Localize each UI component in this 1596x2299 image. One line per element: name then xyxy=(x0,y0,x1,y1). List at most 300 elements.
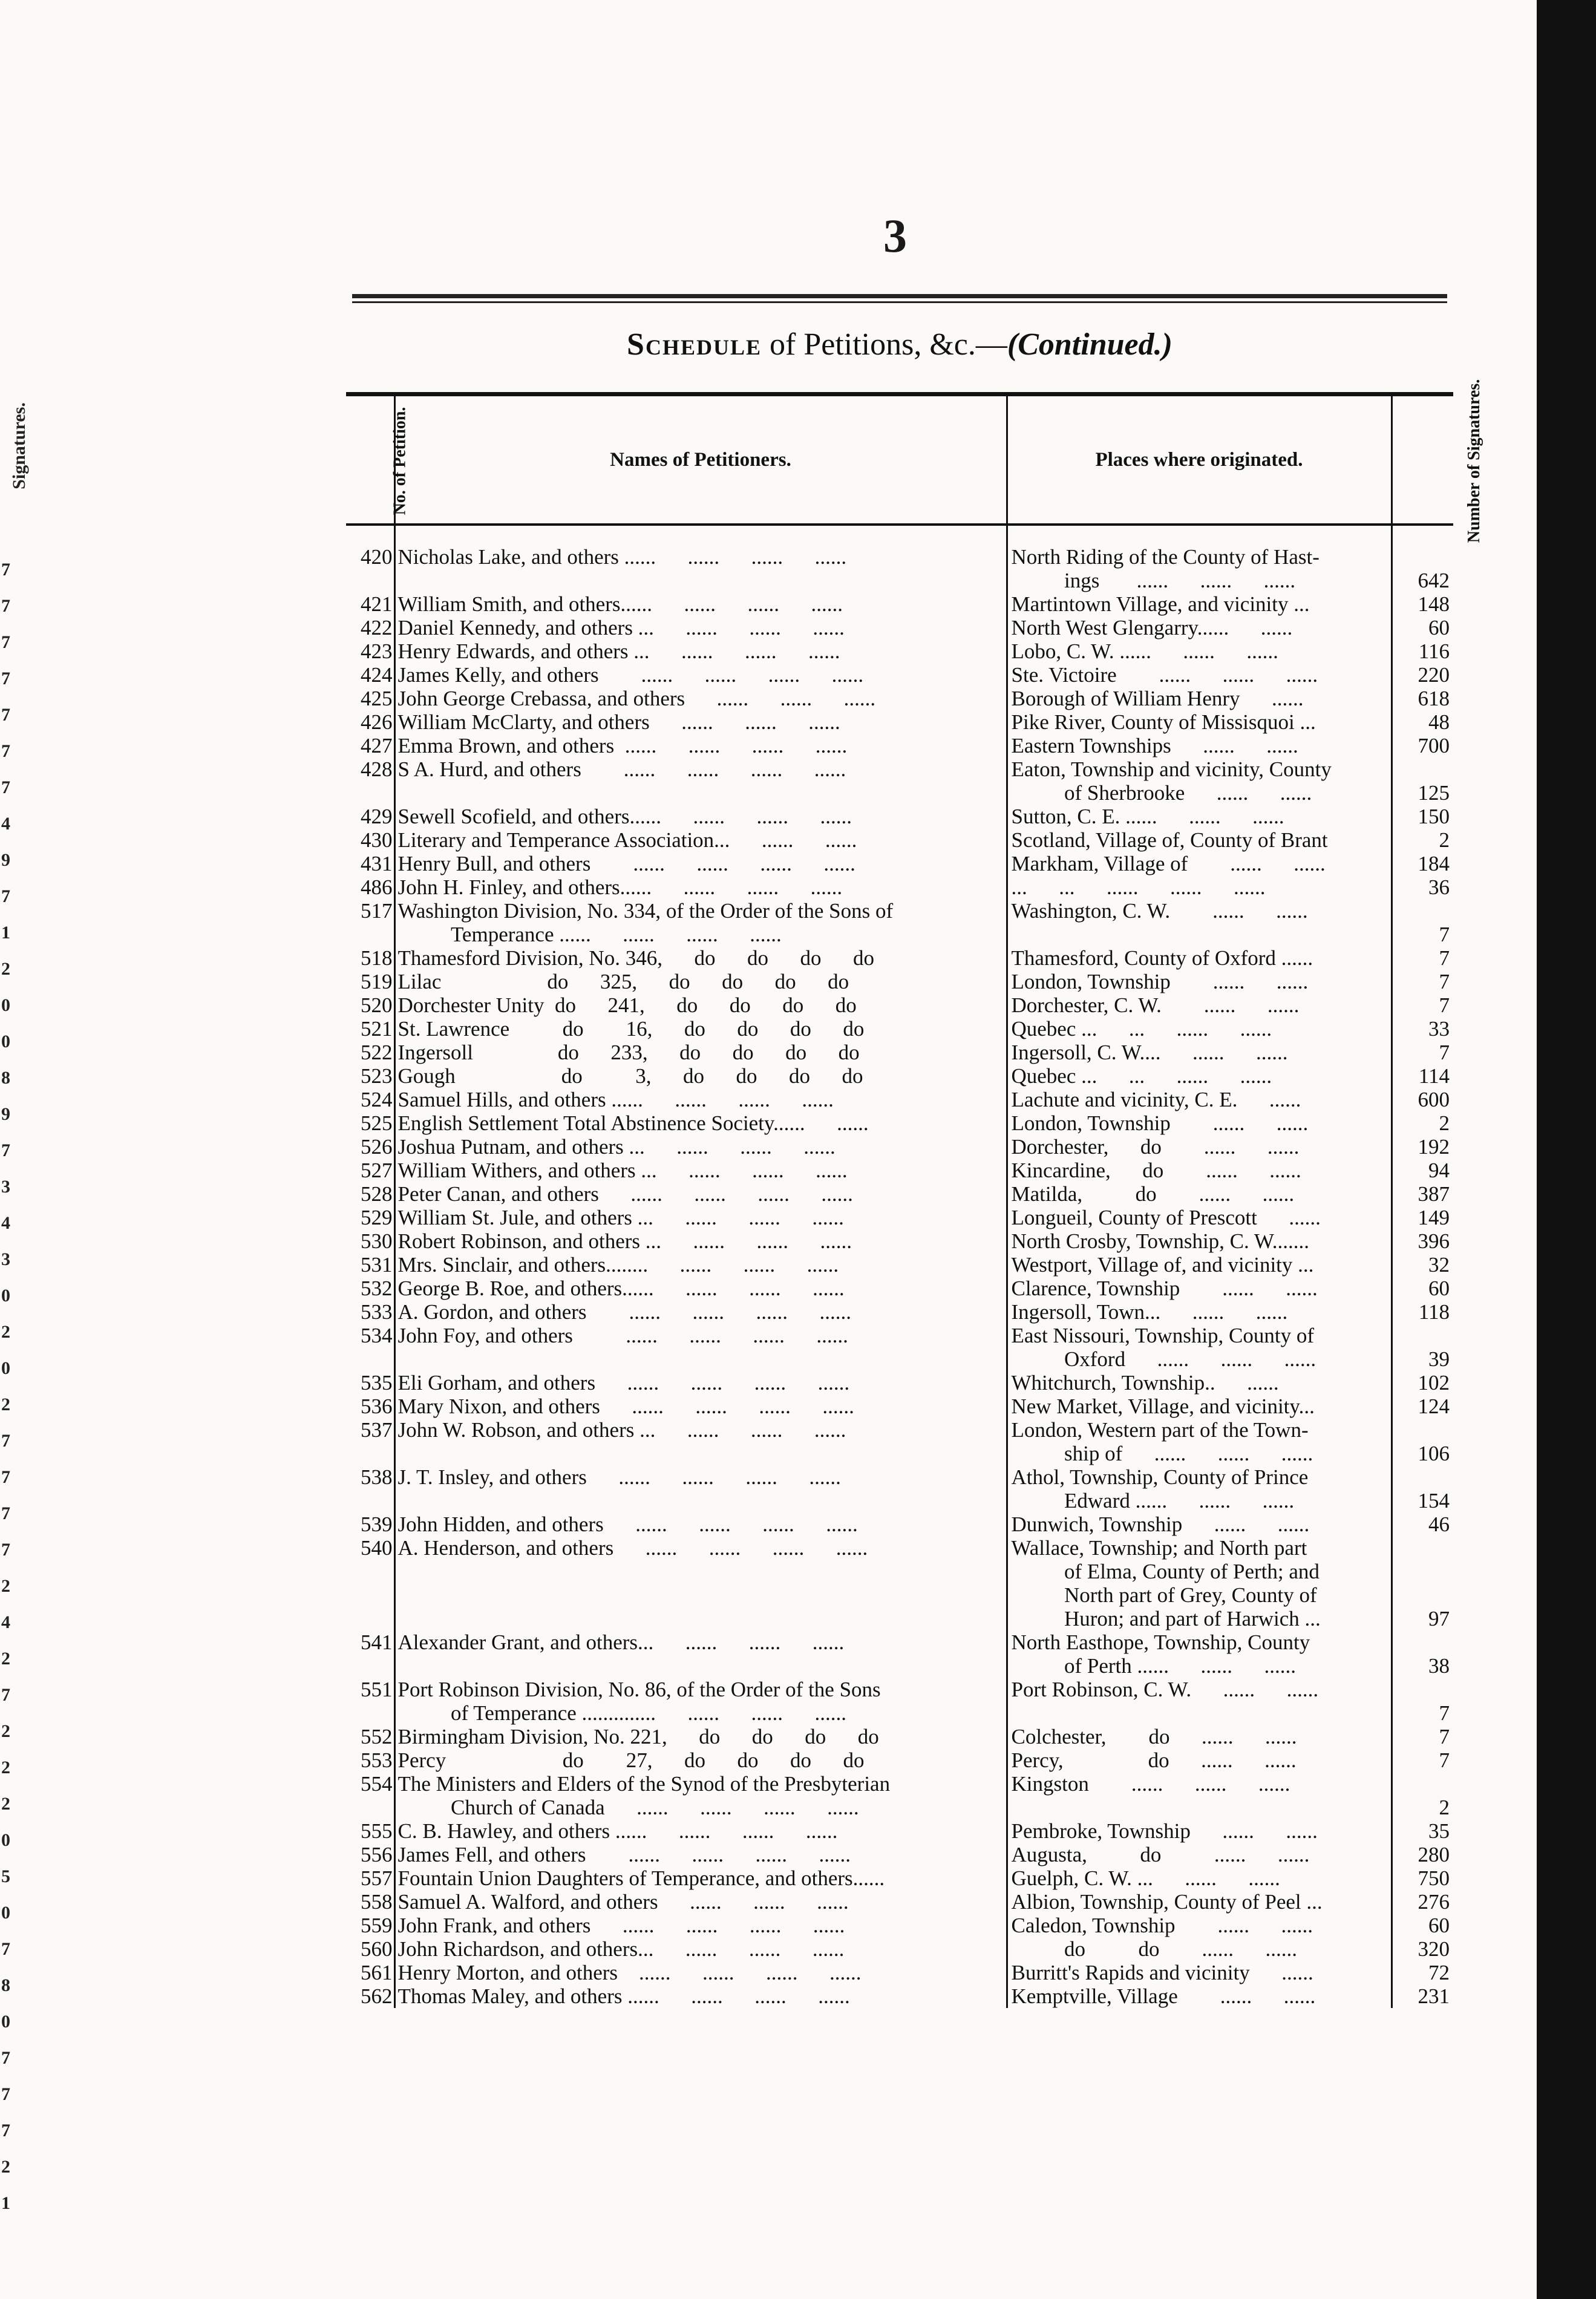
petitioner-name: Percy do 27, do do do do xyxy=(394,1748,1007,1772)
place-originated: Wallace, Township; and North part of Elma, County of Perth; and North part of Grey, County of Huron; and part of Harwich ... xyxy=(1007,1536,1392,1630)
petitioner-name: James Kelly, and others ...... ...... ...... ...... xyxy=(394,663,1007,687)
petitioner-name: John H. Finley, and others...... ...... ...... ...... xyxy=(394,875,1007,899)
petition-number: 562 xyxy=(361,1984,393,2008)
place-originated: Martintown Village, and vicinity ... xyxy=(1007,592,1392,616)
signature-count: 36 xyxy=(1392,875,1453,899)
petitioner-name: S A. Hurd, and others ...... ...... ...... ...... xyxy=(394,757,1007,805)
signature-count: 72 xyxy=(1392,1961,1453,1984)
place-originated: Markham, Village of ...... ...... xyxy=(1007,852,1392,875)
petitioner-name: John George Crebassa, and others ...... ...... ...... xyxy=(394,687,1007,710)
signature-count: 642 xyxy=(1392,545,1453,592)
margin-digit: 7 xyxy=(1,1540,10,1560)
header-names: Names of Petitioners. xyxy=(394,394,1007,525)
petition-number: 428 xyxy=(361,757,393,781)
margin-digit: 7 xyxy=(1,2121,10,2140)
place-originated: Matilda, do ...... ...... xyxy=(1007,1182,1392,1206)
signature-count: 33 xyxy=(1392,1017,1453,1041)
table-row xyxy=(346,1253,1453,1277)
margin-digit: 7 xyxy=(1,886,10,906)
petitioner-name: Thamesford Division, No. 346, do do do do xyxy=(394,946,1007,970)
petition-number: 555 xyxy=(361,1819,393,1843)
place-originated: London, Township ...... ...... xyxy=(1007,1111,1392,1135)
petition-number: 523 xyxy=(361,1064,393,1088)
place-originated: Kingston ...... ...... ...... xyxy=(1007,1772,1392,1819)
place-originated: North Riding of the County of Hast- ings ...... ...... ...... xyxy=(1007,545,1392,592)
table-row xyxy=(346,828,1453,852)
petition-number: 530 xyxy=(361,1229,393,1253)
petitioner-name: A. Gordon, and others ...... ...... ...... ...... xyxy=(394,1300,1007,1324)
table-row xyxy=(346,970,1453,993)
petitioner-name: Literary and Temperance Association... ...... ...... xyxy=(394,828,1007,852)
margin-digit: 7 xyxy=(1,777,10,797)
place-originated: Port Robinson, C. W. ...... ...... xyxy=(1007,1678,1392,1725)
table-row xyxy=(346,1041,1453,1064)
place-originated: Quebec ... ... ...... ...... xyxy=(1007,1064,1392,1088)
margin-digit: 4 xyxy=(1,1213,10,1233)
signature-count: 118 xyxy=(1392,1300,1453,1324)
petition-number: 535 xyxy=(361,1371,393,1395)
petition-number: 536 xyxy=(361,1395,393,1418)
petition-number: 531 xyxy=(361,1253,393,1277)
place-originated: Lobo, C. W. ...... ...... ...... xyxy=(1007,639,1392,663)
table-row xyxy=(346,663,1453,687)
margin-digit: 2 xyxy=(1,2157,10,2177)
petitioner-name: Ingersoll do 233, do do do do xyxy=(394,1041,1007,1064)
place-originated: Scotland, Village of, County of Brant xyxy=(1007,828,1392,852)
margin-digit: 0 xyxy=(1,1830,10,1850)
place-originated: New Market, Village, and vicinity... xyxy=(1007,1395,1392,1418)
place-originated: Eastern Townships ...... ...... xyxy=(1007,734,1392,757)
place-originated: do do ...... ...... xyxy=(1007,1937,1392,1961)
place-originated: Borough of William Henry ...... xyxy=(1007,687,1392,710)
table-row xyxy=(346,1064,1453,1088)
place-originated: North Crosby, Township, C. W....... xyxy=(1007,1229,1392,1253)
signature-count: 124 xyxy=(1392,1395,1453,1418)
place-originated: Percy, do ...... ...... xyxy=(1007,1748,1392,1772)
table-row xyxy=(346,1937,1453,1961)
margin-digit: 3 xyxy=(1,1177,10,1197)
margin-digit: 7 xyxy=(1,1467,10,1487)
margin-digit: 4 xyxy=(1,814,10,834)
petition-number: 424 xyxy=(361,663,393,687)
margin-digit: 8 xyxy=(1,1975,10,1995)
header-no: No. of Petition. xyxy=(346,394,394,525)
table-header-row xyxy=(346,394,1453,525)
petition-number: 422 xyxy=(361,616,393,639)
signature-count: 2 xyxy=(1392,828,1453,852)
table-row xyxy=(346,1229,1453,1253)
petition-number: 540 xyxy=(361,1536,393,1560)
top-rule xyxy=(352,294,1447,298)
signature-count: 60 xyxy=(1392,616,1453,639)
petition-number: 528 xyxy=(361,1182,393,1206)
title-middle: of Petitions, &c.— xyxy=(762,327,1007,362)
margin-digit: 7 xyxy=(1,1140,10,1160)
table-row xyxy=(346,1630,1453,1678)
previous-page-margin xyxy=(0,0,29,2299)
margin-digit: 7 xyxy=(1,1431,10,1451)
signature-count: 149 xyxy=(1392,1206,1453,1229)
table-row xyxy=(346,1512,1453,1536)
table-row xyxy=(346,946,1453,970)
title-schedule-word: Schedule xyxy=(627,327,762,362)
margin-digit: 1 xyxy=(1,2193,10,2213)
table-row xyxy=(346,1843,1453,1866)
place-originated: Washington, C. W. ...... ...... xyxy=(1007,899,1392,946)
petitioner-name: William St. Jule, and others ... ...... ...... ...... xyxy=(394,1206,1007,1229)
margin-digit: 0 xyxy=(1,1903,10,1923)
signature-count: 125 xyxy=(1392,757,1453,805)
table-row xyxy=(346,852,1453,875)
petition-number: 420 xyxy=(361,545,393,569)
petitioner-name: Thomas Maley, and others ...... ...... ...... ...... xyxy=(394,1984,1007,2008)
petitioner-name: Sewell Scofield, and others...... ...... ...... ...... xyxy=(394,805,1007,828)
place-originated: Kemptville, Village ...... ...... xyxy=(1007,1984,1392,2008)
signature-count: 60 xyxy=(1392,1277,1453,1300)
petition-number: 486 xyxy=(361,875,393,899)
petitioner-name: Daniel Kennedy, and others ... ...... ...... ...... xyxy=(394,616,1007,639)
table-row xyxy=(346,592,1453,616)
table-row xyxy=(346,757,1453,805)
table-row xyxy=(346,1300,1453,1324)
petition-number: 551 xyxy=(361,1678,393,1701)
petition-number: 423 xyxy=(361,639,393,663)
signature-count: 7 xyxy=(1392,1041,1453,1064)
petition-number: 518 xyxy=(361,946,393,970)
table-row xyxy=(346,1984,1453,2008)
place-originated: Burritt's Rapids and vicinity ...... xyxy=(1007,1961,1392,1984)
table-row xyxy=(346,1418,1453,1465)
signature-count: 396 xyxy=(1392,1229,1453,1253)
signature-count: 2 xyxy=(1392,1772,1453,1819)
table-row xyxy=(346,875,1453,899)
petitioner-name: Gough do 3, do do do do xyxy=(394,1064,1007,1088)
petitioner-name: Fountain Union Daughters of Temperance, and others...... xyxy=(394,1866,1007,1890)
margin-digit: 7 xyxy=(1,741,10,761)
signature-count: 184 xyxy=(1392,852,1453,875)
margin-digit: 2 xyxy=(1,1395,10,1414)
place-originated: Whitchurch, Township.. ...... xyxy=(1007,1371,1392,1395)
header-places: Places where originated. xyxy=(1007,394,1392,525)
petitioner-name: Port Robinson Division, No. 86, of the Order of the Sons of Temperance .............. ...... ...... ...... xyxy=(394,1678,1007,1725)
petition-number: 527 xyxy=(361,1159,393,1182)
petition-number: 430 xyxy=(361,828,393,852)
margin-digit: 2 xyxy=(1,1649,10,1669)
signature-count: 106 xyxy=(1392,1418,1453,1465)
petitioner-name: Samuel A. Walford, and others ...... ...... ...... xyxy=(394,1890,1007,1914)
margin-digit: 2 xyxy=(1,1794,10,1814)
signature-count: 750 xyxy=(1392,1866,1453,1890)
place-originated: Lachute and vicinity, C. E. ...... xyxy=(1007,1088,1392,1111)
place-originated: Augusta, do ...... ...... xyxy=(1007,1843,1392,1866)
petition-number: 541 xyxy=(361,1630,393,1654)
petition-number: 560 xyxy=(361,1937,393,1961)
schedule-title xyxy=(352,327,1447,362)
signature-count: 7 xyxy=(1392,946,1453,970)
petition-number: 517 xyxy=(361,899,393,923)
margin-digit: 0 xyxy=(1,1358,10,1378)
margin-digit: 2 xyxy=(1,1758,10,1777)
table-row xyxy=(346,1819,1453,1843)
table-row xyxy=(346,899,1453,946)
place-originated: Albion, Township, County of Peel ... xyxy=(1007,1890,1392,1914)
margin-digit: 9 xyxy=(1,850,10,870)
table-row xyxy=(346,1914,1453,1937)
margin-digit: 7 xyxy=(1,560,10,580)
petitioner-name: Washington Division, No. 334, of the Order of the Sons of Temperance ...... ...... ...... ...... xyxy=(394,899,1007,946)
place-originated: Athol, Township, County of Prince Edward ...... ...... ...... xyxy=(1007,1465,1392,1512)
signature-count: 7 xyxy=(1392,1725,1453,1748)
title-continued: (Continued.) xyxy=(1007,327,1172,362)
table-row xyxy=(346,687,1453,710)
petition-number: 525 xyxy=(361,1111,393,1135)
table-row xyxy=(346,616,1453,639)
margin-digit: 7 xyxy=(1,1503,10,1523)
table-row xyxy=(346,734,1453,757)
signature-count: 276 xyxy=(1392,1890,1453,1914)
signature-count: 387 xyxy=(1392,1182,1453,1206)
margin-digit: 3 xyxy=(1,1249,10,1269)
signature-count: 94 xyxy=(1392,1159,1453,1182)
place-originated: Clarence, Township ...... ...... xyxy=(1007,1277,1392,1300)
table-row xyxy=(346,1748,1453,1772)
place-originated: Eaton, Township and vicinity, County of Sherbrooke ...... ...... xyxy=(1007,757,1392,805)
petitioner-name: Emma Brown, and others ...... ...... ...... ...... xyxy=(394,734,1007,757)
place-originated: Dunwich, Township ...... ...... xyxy=(1007,1512,1392,1536)
top-rule-thin xyxy=(352,301,1447,303)
petitioner-name: William McClarty, and others ...... ...... ...... xyxy=(394,710,1007,734)
petitioner-name: Birmingham Division, No. 221, do do do do xyxy=(394,1725,1007,1748)
table-row xyxy=(346,639,1453,663)
signature-count: 280 xyxy=(1392,1843,1453,1866)
signature-count: 35 xyxy=(1392,1819,1453,1843)
table-row xyxy=(346,710,1453,734)
petitioner-name: Henry Morton, and others ...... ...... ...... ...... xyxy=(394,1961,1007,1984)
place-originated: Dorchester, C. W. ...... ...... xyxy=(1007,993,1392,1017)
petition-number: 537 xyxy=(361,1418,393,1442)
petitioner-name: William Withers, and others ... ...... ...... ...... xyxy=(394,1159,1007,1182)
signature-count: 114 xyxy=(1392,1064,1453,1088)
table-row xyxy=(346,545,1453,592)
table-spacer-row xyxy=(346,525,1453,545)
signature-count: 150 xyxy=(1392,805,1453,828)
signature-count: 38 xyxy=(1392,1630,1453,1678)
table-row xyxy=(346,1961,1453,1984)
place-originated: Thamesford, County of Oxford ...... xyxy=(1007,946,1392,970)
petitioner-name: Samuel Hills, and others ...... ...... ...... ...... xyxy=(394,1088,1007,1111)
place-originated: ... ... ...... ...... ...... xyxy=(1007,875,1392,899)
petition-number: 553 xyxy=(361,1748,393,1772)
petition-number: 426 xyxy=(361,710,393,734)
petitioner-name: The Ministers and Elders of the Synod of the Presbyterian Church of Canada ...... ...... ...... ...... xyxy=(394,1772,1007,1819)
petitioner-name: John Foy, and others ...... ...... ...... ...... xyxy=(394,1324,1007,1371)
signature-count: 7 xyxy=(1392,1678,1453,1725)
signature-count: 32 xyxy=(1392,1253,1453,1277)
petition-number: 519 xyxy=(361,970,393,993)
petitioner-name: John Hidden, and others ...... ...... ...... ...... xyxy=(394,1512,1007,1536)
petition-number: 538 xyxy=(361,1465,393,1489)
signature-count: 97 xyxy=(1392,1536,1453,1630)
signature-count: 154 xyxy=(1392,1465,1453,1512)
margin-digit: 5 xyxy=(1,1866,10,1886)
petition-number: 431 xyxy=(361,852,393,875)
table-row xyxy=(346,1772,1453,1819)
margin-digit: 0 xyxy=(1,995,10,1015)
petitioner-name: Mary Nixon, and others ...... ...... ...... ...... xyxy=(394,1395,1007,1418)
signature-count: 60 xyxy=(1392,1914,1453,1937)
margin-signatures-label: Signatures. xyxy=(8,402,29,489)
signature-count: 148 xyxy=(1392,592,1453,616)
table-row xyxy=(346,993,1453,1017)
place-originated: Ingersoll, C. W.... ...... ...... xyxy=(1007,1041,1392,1064)
header-signatures: Number of Signatures. xyxy=(1392,394,1453,525)
place-originated: North West Glengarry...... ...... xyxy=(1007,616,1392,639)
place-originated: London, Western part of the Town- ship of ...... ...... ...... xyxy=(1007,1418,1392,1465)
place-originated: Ingersoll, Town... ...... ...... xyxy=(1007,1300,1392,1324)
margin-digit: 2 xyxy=(1,1322,10,1342)
petitioner-name: James Fell, and others ...... ...... ...... ...... xyxy=(394,1843,1007,1866)
signature-count: 220 xyxy=(1392,663,1453,687)
signature-count: 2 xyxy=(1392,1111,1453,1135)
petition-number: 557 xyxy=(361,1866,393,1890)
place-originated: Ste. Victoire ...... ...... ...... xyxy=(1007,663,1392,687)
place-originated: Colchester, do ...... ...... xyxy=(1007,1725,1392,1748)
petitioner-name: A. Henderson, and others ...... ...... ...... ...... xyxy=(394,1536,1007,1630)
petitioner-name: Peter Canan, and others ...... ...... ...... ...... xyxy=(394,1182,1007,1206)
place-originated: Kincardine, do ...... ...... xyxy=(1007,1159,1392,1182)
place-originated: Quebec ... ... ...... ...... xyxy=(1007,1017,1392,1041)
petition-number: 561 xyxy=(361,1961,393,1984)
petitions-table xyxy=(346,379,1483,2008)
margin-digit: 9 xyxy=(1,1104,10,1124)
petitioner-name: John Frank, and others ...... ...... ...... ...... xyxy=(394,1914,1007,1937)
margin-digit: 7 xyxy=(1,632,10,652)
table-row xyxy=(346,1324,1453,1371)
table-row xyxy=(346,1159,1453,1182)
petitioner-name: John W. Robson, and others ... ...... ...... ...... xyxy=(394,1418,1007,1465)
margin-digit: 7 xyxy=(1,1685,10,1705)
table-row xyxy=(346,805,1453,828)
signature-count: 320 xyxy=(1392,1937,1453,1961)
table-row xyxy=(346,1206,1453,1229)
table-row xyxy=(346,1890,1453,1914)
place-originated: Longueil, County of Prescott ...... xyxy=(1007,1206,1392,1229)
petitioner-name: J. T. Insley, and others ...... ...... ...... ...... xyxy=(394,1465,1007,1512)
margin-digit: 4 xyxy=(1,1612,10,1632)
signature-count: 39 xyxy=(1392,1324,1453,1371)
table-row xyxy=(346,1088,1453,1111)
signature-count: 7 xyxy=(1392,1748,1453,1772)
table-row xyxy=(346,1277,1453,1300)
margin-digit: 7 xyxy=(1,1939,10,1959)
petition-number: 558 xyxy=(361,1890,393,1914)
signature-count: 48 xyxy=(1392,710,1453,734)
margin-digit: 2 xyxy=(1,959,10,979)
petition-number: 521 xyxy=(361,1017,393,1041)
place-originated: Dorchester, do ...... ...... xyxy=(1007,1135,1392,1159)
margin-digit: 7 xyxy=(1,2084,10,2104)
petitioner-name: English Settlement Total Abstinence Society...... ...... xyxy=(394,1111,1007,1135)
page-number: 3 xyxy=(883,209,907,262)
margin-digit: 2 xyxy=(1,1576,10,1596)
petitioner-name: St. Lawrence do 16, do do do do xyxy=(394,1017,1007,1041)
signature-count: 231 xyxy=(1392,1984,1453,2008)
place-originated: Sutton, C. E. ...... ...... ...... xyxy=(1007,805,1392,828)
petitioner-name: Joshua Putnam, and others ... ...... ...... ...... xyxy=(394,1135,1007,1159)
margin-digit: 0 xyxy=(1,1286,10,1306)
petition-number: 533 xyxy=(361,1300,393,1324)
petitioner-name: George B. Roe, and others...... ...... ...... ...... xyxy=(394,1277,1007,1300)
petition-number: 524 xyxy=(361,1088,393,1111)
petitioner-name: Dorchester Unity do 241, do do do do xyxy=(394,993,1007,1017)
petitioner-name: Eli Gorham, and others ...... ...... ...... ...... xyxy=(394,1371,1007,1395)
place-originated: Pike River, County of Missisquoi ... xyxy=(1007,710,1392,734)
margin-digit: 0 xyxy=(1,1032,10,1051)
petitioner-name: Nicholas Lake, and others ...... ...... ...... ...... xyxy=(394,545,1007,592)
place-originated: Caledon, Township ...... ...... xyxy=(1007,1914,1392,1937)
table-row xyxy=(346,1182,1453,1206)
petitioner-name: Robert Robinson, and others ... ...... ...... ...... xyxy=(394,1229,1007,1253)
petition-number: 534 xyxy=(361,1324,393,1347)
signature-count: 7 xyxy=(1392,993,1453,1017)
table-row xyxy=(346,1111,1453,1135)
margin-digit: 2 xyxy=(1,1721,10,1741)
signature-count: 618 xyxy=(1392,687,1453,710)
table-row xyxy=(346,1135,1453,1159)
table-row xyxy=(346,1395,1453,1418)
petition-number: 556 xyxy=(361,1843,393,1866)
signature-count: 46 xyxy=(1392,1512,1453,1536)
place-originated: London, Township ...... ...... xyxy=(1007,970,1392,993)
petition-number: 520 xyxy=(361,993,393,1017)
petitioner-name: John Richardson, and others... ...... ...... ...... xyxy=(394,1937,1007,1961)
table-row xyxy=(346,1678,1453,1725)
margin-digit: 7 xyxy=(1,705,10,725)
petition-number: 427 xyxy=(361,734,393,757)
margin-digit: 7 xyxy=(1,669,10,688)
petition-number: 529 xyxy=(361,1206,393,1229)
margin-digit: 7 xyxy=(1,596,10,616)
signature-count: 192 xyxy=(1392,1135,1453,1159)
table-row xyxy=(346,1725,1453,1748)
table-row xyxy=(346,1536,1453,1630)
table-row xyxy=(346,1371,1453,1395)
signature-count: 7 xyxy=(1392,899,1453,946)
margin-digit: 1 xyxy=(1,923,10,943)
signature-count: 102 xyxy=(1392,1371,1453,1395)
petitioner-name: C. B. Hawley, and others ...... ...... ...... ...... xyxy=(394,1819,1007,1843)
place-originated: East Nissouri, Township, County of Oxford ...... ...... ...... xyxy=(1007,1324,1392,1371)
table-row xyxy=(346,1866,1453,1890)
petitioner-name: William Smith, and others...... ...... ...... ...... xyxy=(394,592,1007,616)
petitioner-name: Henry Edwards, and others ... ...... ...... ...... xyxy=(394,639,1007,663)
margin-digit: 7 xyxy=(1,2048,10,2068)
signature-count: 116 xyxy=(1392,639,1453,663)
margin-digit: 8 xyxy=(1,1068,10,1088)
signature-count: 700 xyxy=(1392,734,1453,757)
petition-number: 421 xyxy=(361,592,393,616)
signature-count: 7 xyxy=(1392,970,1453,993)
place-originated: Guelph, C. W. ... ...... ...... xyxy=(1007,1866,1392,1890)
table-row xyxy=(346,1465,1453,1512)
place-originated: North Easthope, Township, County of Perth ...... ...... ...... xyxy=(1007,1630,1392,1678)
petition-number: 522 xyxy=(361,1041,393,1064)
petition-number: 554 xyxy=(361,1772,393,1796)
place-originated: Westport, Village of, and vicinity ... xyxy=(1007,1253,1392,1277)
petitioner-name: Alexander Grant, and others... ...... ...... ...... xyxy=(394,1630,1007,1678)
petition-number: 425 xyxy=(361,687,393,710)
petition-number: 552 xyxy=(361,1725,393,1748)
